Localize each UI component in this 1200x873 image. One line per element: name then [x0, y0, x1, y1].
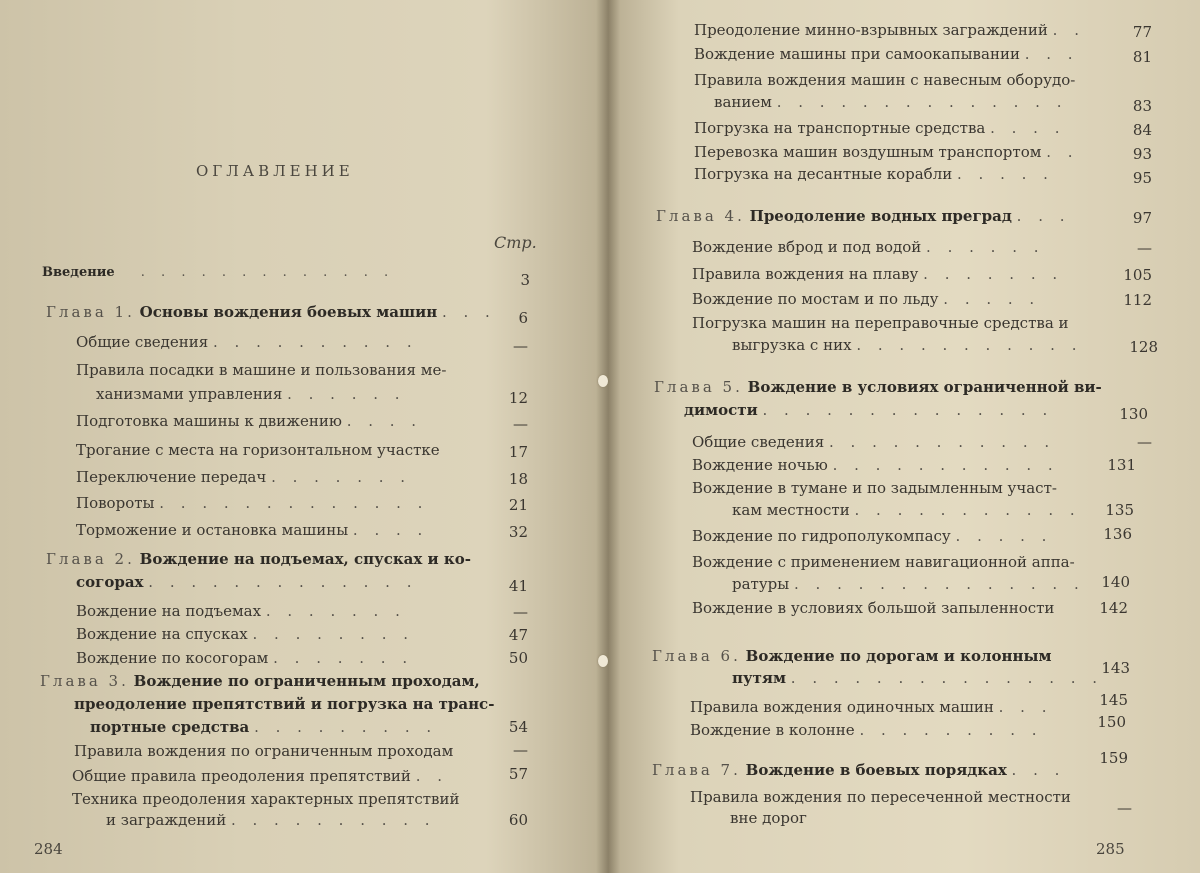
chapter-label: Глава 5.: [654, 378, 743, 396]
toc-entry: [694, 164, 1054, 184]
entry-leader-dots: . . . . . .: [926, 238, 1045, 256]
entry-page-number: 57: [508, 765, 528, 783]
entry-title: Правила вождения по пересеченной местности: [690, 788, 1071, 806]
entry-title: Вождение на спусках: [76, 625, 248, 643]
entry-leader-dots: . . . . . . . . . . .: [854, 501, 1081, 519]
entry-leader-dots: . . . . . .: [287, 385, 406, 403]
entry-title: Трогание с места на горизонтальном участке: [76, 441, 440, 459]
entry-leader-dots: . . . . . . .: [271, 468, 412, 486]
toc-entry-continued: [732, 574, 1085, 594]
entry-leader-dots: . . . . . . . . . . . . . .: [762, 401, 1054, 419]
toc-entry: [76, 648, 413, 668]
toc-entry: [694, 70, 1075, 90]
entry-title: Вождение в боевых порядках: [745, 761, 1007, 779]
entry-page-number: 12: [508, 389, 528, 407]
entry-page-number: 135: [1105, 501, 1134, 519]
entry-leader-dots: . . . . . . . . . .: [230, 811, 436, 829]
entry-page-number: 3: [520, 271, 530, 289]
entry-leader-dots: . . . . . . . . . . . . .: [159, 494, 429, 512]
entry-leader-dots: . . . . . . . . . . . . . .: [776, 93, 1068, 111]
toc-chapter-3: [40, 671, 480, 691]
toc-entry: [692, 264, 1063, 284]
entry-leader-dots: . . . . . . . . .: [859, 721, 1043, 739]
entry-title: Подготовка машины к движению: [76, 412, 342, 430]
entry-page-number: 136: [1103, 525, 1132, 543]
entry-title: Вождение в тумане и по задымленным участ-: [692, 479, 1057, 497]
entry-page-number: 17: [508, 443, 528, 461]
entry-title: согорах: [76, 573, 144, 591]
entry-title: ратуры: [732, 575, 790, 593]
entry-title: димости: [684, 401, 758, 419]
entry-leader-dots: . . . . . . . . . . .: [856, 336, 1083, 354]
entry-page-number: —: [1137, 239, 1152, 257]
entry-leader-dots: . . . . .: [943, 290, 1041, 308]
entry-leader-dots: . . . .: [990, 119, 1066, 137]
entry-page-number: 83: [1132, 97, 1152, 115]
toc-chapter-5: [654, 377, 1102, 397]
page-folio-right: 285: [1096, 840, 1125, 858]
toc-entry: [76, 332, 418, 352]
entry-title: и заграждений: [106, 811, 227, 829]
entry-title: Погрузка на транспортные средства: [694, 119, 986, 137]
toc-entry: [72, 766, 448, 786]
entry-leader-dots: . . . . . . . . .: [254, 718, 438, 736]
entry-leader-dots: . . . . . . . . . .: [213, 333, 418, 351]
right-page: [608, 0, 1200, 873]
entry-leader-dots: . . . . . . . . . . . . . . .: [790, 669, 1104, 687]
entry-leader-dots: . . .: [1024, 45, 1079, 63]
toc-chapter-3-continued: [90, 717, 437, 737]
entry-page-number: 60: [508, 811, 528, 829]
entry-title: Перевозка машин воздушным транспортом: [694, 143, 1042, 161]
entry-page-number: 130: [1119, 405, 1148, 423]
toc-entry: [76, 601, 406, 621]
entry-title: Преодоление водных преград: [749, 207, 1012, 225]
entry-page-number: 32: [508, 523, 528, 541]
toc-entry: [692, 289, 1040, 309]
entry-leader-dots: . . . .: [346, 412, 423, 430]
toc-entry: [690, 697, 1052, 717]
toc-entry-introduction: [42, 263, 394, 283]
entry-leader-dots: . . . . . . . . . . . . .: [148, 573, 418, 591]
entry-title: Вождение на подъемах: [76, 602, 262, 620]
entry-title: Преодоление минно-взрывных заграждений: [694, 21, 1048, 39]
entry-leader-dots: . . . . . . .: [923, 265, 1064, 283]
entry-leader-dots: . . . . . . .: [265, 602, 406, 620]
entry-leader-dots: . . .: [1016, 207, 1071, 225]
toc-entry: [76, 520, 428, 540]
chapter-label: Глава 2.: [46, 550, 135, 568]
entry-page-number: 128: [1129, 338, 1158, 356]
chapter-label: Глава 6.: [652, 647, 741, 665]
toc-entry: [690, 787, 1071, 807]
toc-entry: [692, 552, 1075, 572]
entry-page-number: 81: [1132, 48, 1152, 66]
entry-leader-dots: . . . . . . .: [273, 649, 414, 667]
entry-title: вне дорог: [730, 809, 807, 827]
entry-page-number: 41: [508, 577, 528, 595]
toc-entry: [694, 118, 1066, 138]
entry-title: Повороты: [76, 494, 155, 512]
toc-entry: [692, 432, 1055, 452]
entry-title: Вождение по ограниченным проходам,: [133, 672, 480, 690]
entry-page-number: 131: [1107, 456, 1136, 474]
entry-page-number: 93: [1132, 145, 1152, 163]
entry-leader-dots: . . . . . . . . . . . . .: [140, 265, 395, 280]
binding-stitch: [598, 655, 608, 667]
toc-chapter-1: [46, 302, 496, 322]
entry-page-number: 142: [1099, 599, 1128, 617]
entry-page-number: 159: [1099, 749, 1128, 767]
entry-page-number: 77: [1132, 23, 1152, 41]
toc-entry: [692, 455, 1059, 475]
entry-title: кам местности: [732, 501, 850, 519]
entry-page-number: 6: [518, 309, 528, 327]
entry-leader-dots: . .: [1046, 143, 1079, 161]
entry-title: Правила вождения на плаву: [692, 265, 919, 283]
entry-page-number: 97: [1132, 209, 1152, 227]
entry-page-number: 150: [1097, 713, 1126, 731]
entry-leader-dots: . .: [415, 767, 449, 785]
entry-leader-dots: . . . . . . . . . . .: [832, 456, 1059, 474]
toc-entry-continued: [96, 384, 406, 404]
entry-leader-dots: . .: [1052, 21, 1085, 39]
entry-title: портные средства: [90, 718, 250, 736]
entry-page-number: 140: [1101, 573, 1130, 591]
entry-title: Техника преодоления характерных препятствий: [72, 790, 460, 808]
toc-entry-continued: [714, 92, 1067, 112]
entry-leader-dots: . . . . . . . . . . .: [829, 433, 1056, 451]
entry-leader-dots: . . . .: [352, 521, 429, 539]
binding-stitch: [598, 375, 608, 387]
entry-title: Основы вождения боевых машин: [139, 303, 438, 321]
entry-title: Общие сведения: [692, 433, 825, 451]
toc-chapter-7: [652, 760, 1065, 780]
entry-title: Введение: [42, 265, 115, 280]
chapter-label: Глава 3.: [40, 672, 129, 690]
entry-page-number: 18: [508, 470, 528, 488]
toc-entry: [76, 360, 446, 380]
toc-entry: [692, 526, 1052, 546]
entry-title: Правила вождения машин с навесным оборудо-: [694, 71, 1076, 89]
entry-title: ванием: [714, 93, 772, 111]
entry-title: Вождение в условиях большой запыленности: [692, 599, 1055, 617]
entry-leader-dots: . . . . .: [955, 527, 1053, 545]
toc-entry: [692, 237, 1045, 257]
entry-title: Вождение вброд и под водой: [692, 238, 922, 256]
entry-title: Торможение и остановка машины: [76, 521, 349, 539]
toc-chapter-6: [652, 646, 1052, 666]
page-folio-left: 284: [34, 840, 63, 858]
entry-title: путям: [732, 669, 786, 687]
toc-entry-continued: [106, 810, 436, 830]
toc-chapter-6-continued: [732, 668, 1103, 688]
entry-title: ханизмами управления: [96, 385, 283, 403]
toc-entry: [692, 598, 1054, 618]
toc-entry-continued: [732, 500, 1081, 520]
toc-entry: [690, 720, 1043, 740]
toc-entry: [694, 142, 1079, 162]
entry-page-number: 84: [1132, 121, 1152, 139]
entry-title: Вождение на подъемах, спусках и ко-: [139, 550, 471, 568]
entry-page-number: 105: [1123, 266, 1152, 284]
entry-title: Погрузка машин на переправочные средства и: [692, 314, 1069, 332]
entry-page-number: 54: [508, 718, 528, 736]
entry-title: Общие сведения: [76, 333, 209, 351]
entry-title: Вождение в условиях ограниченной ви-: [747, 378, 1102, 396]
entry-page-number: 112: [1123, 291, 1152, 309]
entry-title: Правила посадки в машине и пользования ме-: [76, 361, 447, 379]
toc-chapter-2-continued: [76, 572, 417, 592]
toc-chapter-3-continued: [74, 694, 494, 714]
entry-title: Погрузка на десантные корабли: [694, 165, 953, 183]
toc-entry: [74, 741, 453, 761]
entry-page-number: 47: [508, 626, 528, 644]
entry-page-number: —: [513, 337, 528, 355]
toc-entry: [694, 44, 1079, 64]
entry-title: Вождение машины при самоокапывании: [694, 45, 1020, 63]
entry-title: Вождение по косогорам: [76, 649, 269, 667]
toc-entry: [76, 440, 440, 460]
entry-title: Вождение в колонне: [690, 721, 855, 739]
entry-leader-dots: . . . . .: [957, 165, 1054, 183]
entry-page-number: 21: [508, 496, 528, 514]
entry-leader-dots: . . . . . . . .: [252, 625, 415, 643]
entry-page-number: 143: [1101, 659, 1130, 677]
entry-title: Общие правила преодоления препятствий: [72, 767, 411, 785]
toc-entry: [692, 313, 1069, 333]
toc-entry-continued: [732, 335, 1082, 355]
entry-title: Правила вождения по ограниченным проходам: [74, 742, 454, 760]
toc-entry: [76, 624, 414, 644]
toc-heading: ОГЛАВЛЕНИЕ: [196, 162, 354, 180]
toc-entry: [76, 411, 422, 431]
entry-title: Вождение по дорогам и колонным: [745, 647, 1052, 665]
entry-title: Правила вождения одиночных машин: [690, 698, 994, 716]
entry-page-number: 50: [508, 649, 528, 667]
toc-entry: [694, 20, 1085, 40]
entry-title: Вождение ночью: [692, 456, 828, 474]
toc-chapter-4: [656, 206, 1071, 226]
chapter-label: Глава 1.: [46, 303, 135, 321]
entry-title: Вождение с применением навигационной аппа-: [692, 553, 1075, 571]
entry-page-number: —: [513, 415, 528, 433]
entry-leader-dots: . . . . . . . . . . . . . .: [794, 575, 1085, 593]
chapter-label: Глава 4.: [656, 207, 745, 225]
entry-title: Вождение по мостам и по льду: [692, 290, 939, 308]
entry-page-number: 95: [1132, 169, 1152, 187]
entry-title: преодоление препятствий и погрузка на транс-: [74, 695, 495, 713]
toc-entry-continued: [730, 808, 807, 828]
chapter-label: Глава 7.: [652, 761, 741, 779]
entry-page-number: —: [513, 603, 528, 621]
toc-entry: [72, 789, 459, 809]
toc-chapter-2: [46, 549, 471, 569]
entry-leader-dots: . . .: [998, 698, 1053, 716]
pages-column-label: Стр.: [494, 233, 537, 252]
entry-page-number: —: [1117, 799, 1132, 817]
entry-page-number: —: [1137, 433, 1152, 451]
toc-entry: [76, 493, 428, 513]
book-gutter-shadow: [596, 0, 620, 873]
toc-chapter-5-continued: [684, 400, 1053, 420]
toc-entry: [76, 467, 411, 487]
entry-page-number: 145: [1099, 691, 1128, 709]
entry-title: Вождение по гидрополукомпасу: [692, 527, 951, 545]
entry-leader-dots: . . .: [441, 303, 496, 321]
toc-entry: [692, 478, 1057, 498]
entry-title: Переключение передач: [76, 468, 267, 486]
entry-page-number: —: [513, 741, 528, 759]
entry-leader-dots: . . .: [1011, 761, 1066, 779]
entry-title: выгрузка с них: [732, 336, 852, 354]
